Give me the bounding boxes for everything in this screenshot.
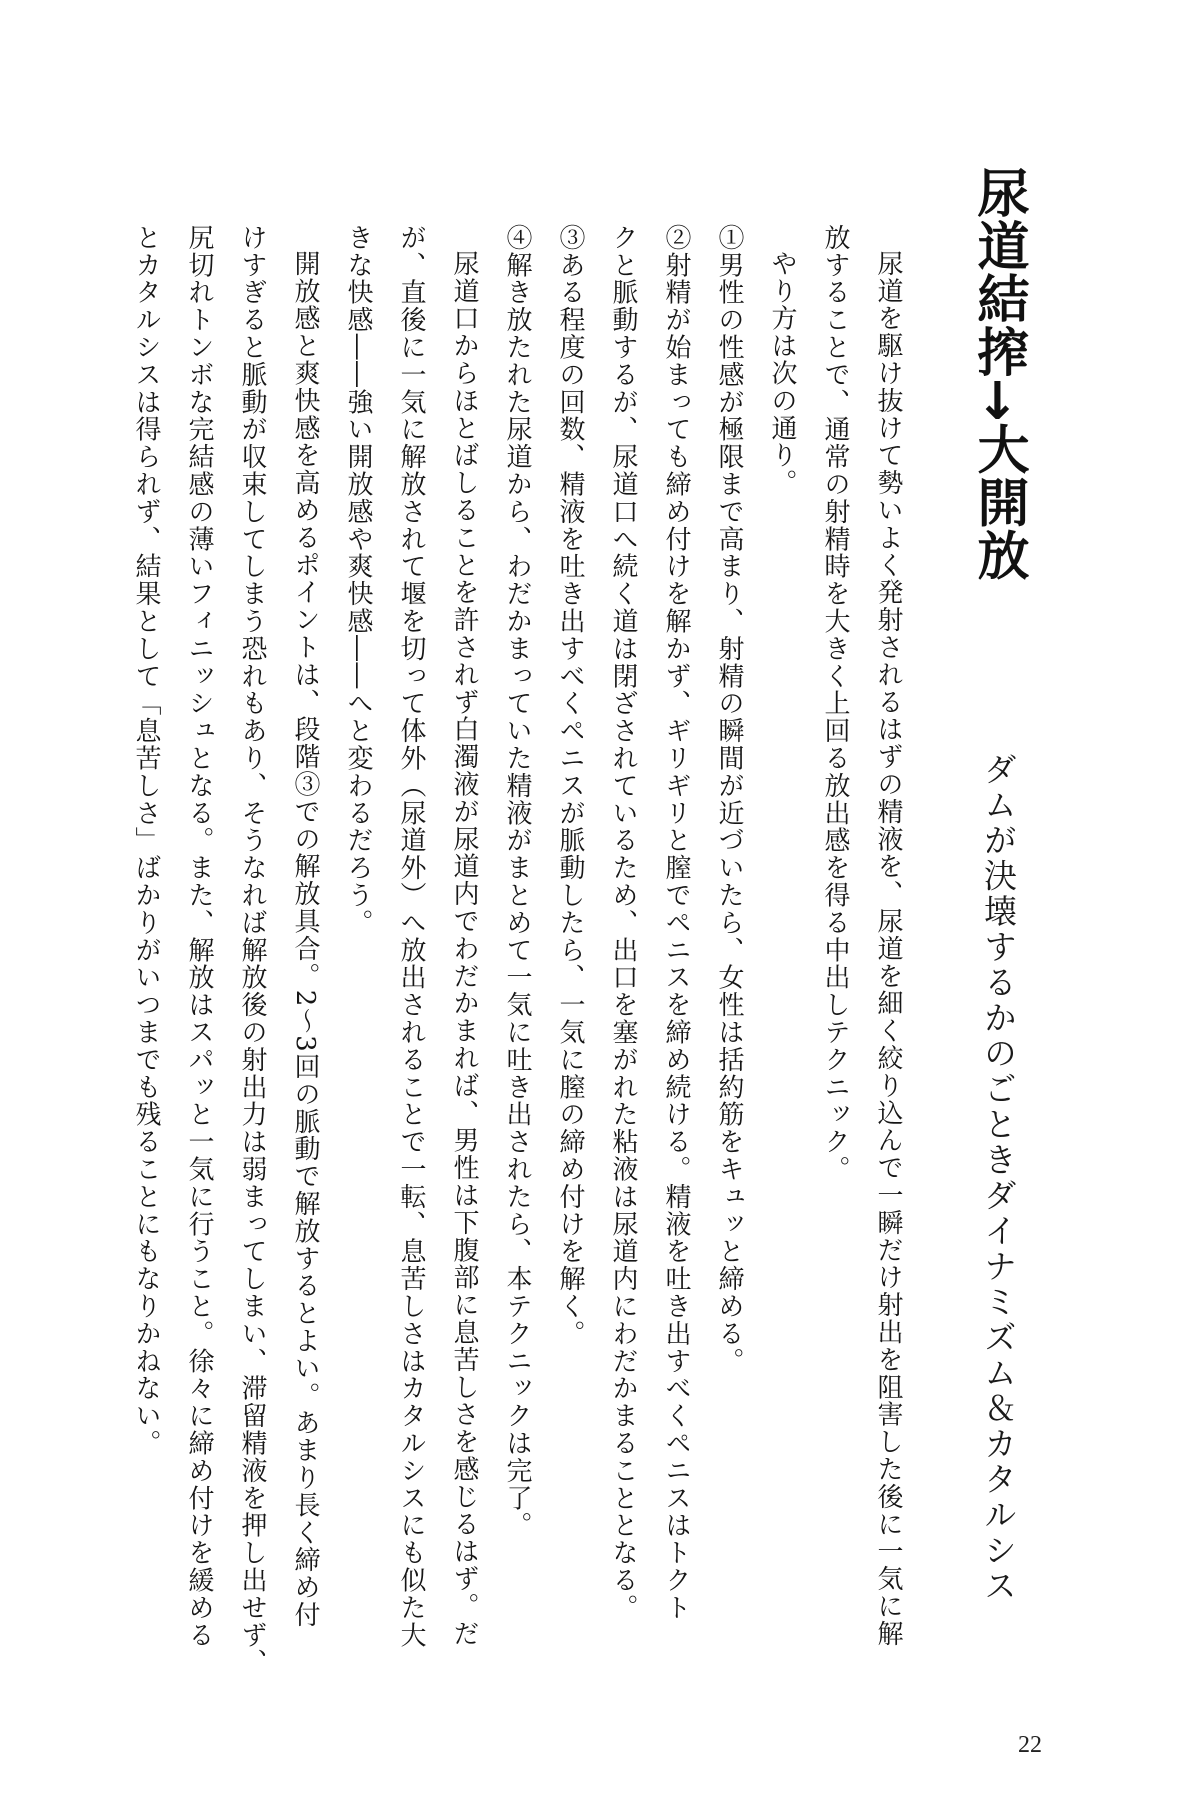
text-column: きな快感――強い開放感や爽快感――へと変わるだろう。 (343, 224, 373, 937)
text-column: 開放感と爽快感を高めるポイントは、段階③での解放具合。2～3回の脈動で解放するとよい。あまり長く締め付 (290, 250, 320, 1629)
section-title: 尿道結搾→大開放 (968, 166, 1028, 582)
text-column: クと脈動するが、尿道口へ続く道は閉ざされているため、出口を塞がれた粘液は尿道内にわだかまることとなる。 (608, 224, 638, 1622)
section-subtitle: ダムが決壊するかのごときダイナミズム＆カタルシス (979, 752, 1018, 1604)
text-column: けすぎると脈動が収束してしまう恐れもあり、そうなれば解放後の射出力は弱まってしまい、滞留精液を押し出せず、 (237, 224, 267, 1677)
step-3: ③ある程度の回数、精液を吐き出すべくペニスが脈動したら、一気に膣の締め付けを解く。 (555, 224, 585, 1348)
page-number: 22 (1018, 1732, 1042, 1758)
text-column: が、直後に一気に解放されて堰を切って体外（尿道外）へ放出されることで一転、息苦しさはカタルシスにも似た大 (396, 224, 426, 1649)
body-text (119, 224, 914, 1677)
text-column: やり方は次の通り。 (767, 250, 797, 497)
step-1: ①男性の性感が極限まで高まり、射精の瞬間が近づいたら、女性は括約筋をキュッと締める。 (714, 224, 744, 1375)
text-column: とカタルシスは得られず、結果として「息苦しさ」ばかりがいつまでも残ることにもなりかねない。 (131, 224, 161, 1457)
text-column: 尻切れトンボな完結感の薄いフィニッシュとなる。また、解放はスパッと一気に行うこと。徐々に締め付けを緩める (184, 224, 214, 1649)
text-column: 放することで、通常の射精時を大きく上回る放出感を得る中出しテクニック。 (820, 224, 850, 1183)
text-column: 尿道を駆け抜けて勢いよく発射されるはずの精液を、尿道を細く絞り込んで一瞬だけ射出を阻害した後に一気に解 (873, 250, 903, 1648)
step-2: ②射精が始まっても締め付けを解かず、ギリギリと膣でペニスを締め続ける。精液を吐き出すべくペニスはトクト (661, 224, 691, 1622)
text-column: 尿道口からほとばしることを許されず白濁液が尿道内でわだかまれば、男性は下腹部に息苦しさを感じるはず。だ (449, 250, 479, 1648)
step-4: ④解き放たれた尿道から、わだかまっていた精液がまとめて一気に吐き出されたら、本テクニックは完了。 (502, 224, 532, 1540)
